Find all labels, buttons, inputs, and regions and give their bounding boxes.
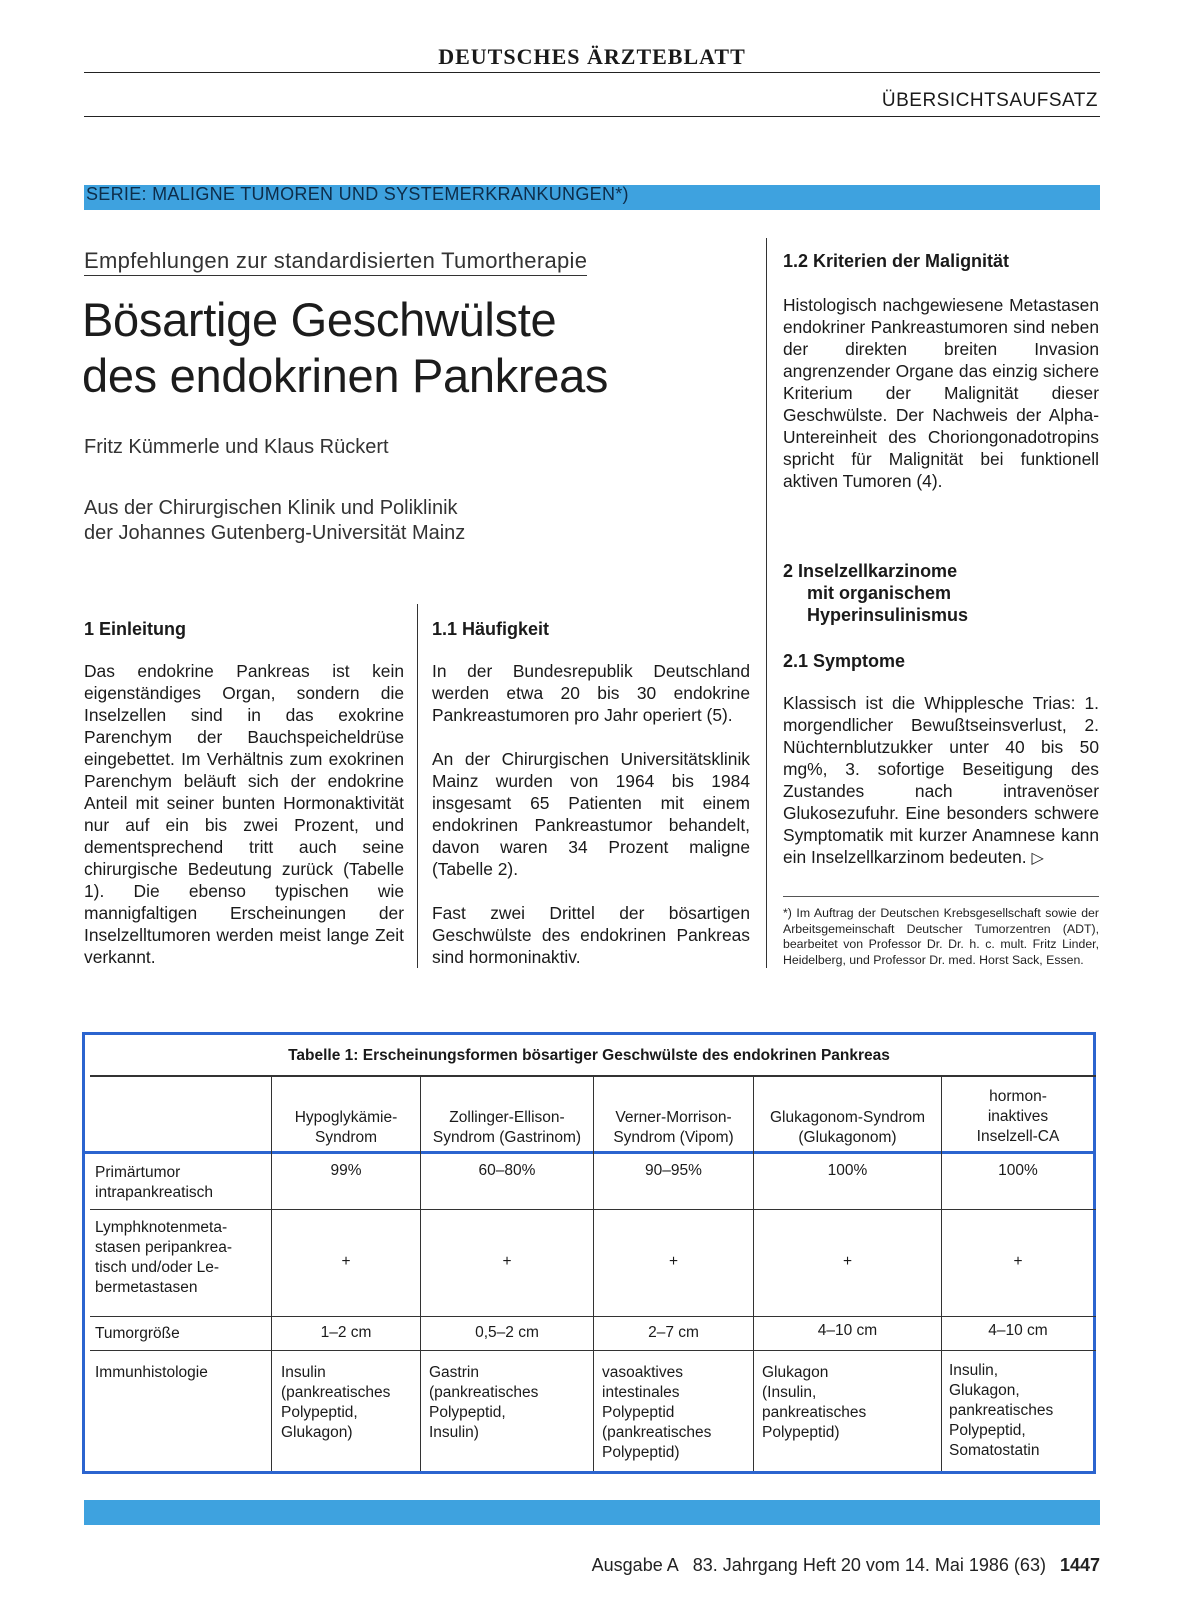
series-title: SERIE: MALIGNE TUMOREN UND SYSTEMERKRANKUNGEN*) (86, 184, 629, 204)
table-cell: 99% (330, 1162, 362, 1179)
paragraph-text: Klassisch ist die Whipplesche Trias: 1. morgendlicher Bewußtseinsverlust, 2. Nüchternblutzukker unter 40 bis 50 mg%, 3. sofortige Beseitigung des Zustandes nach intravenöser Glukosezufuhr. Eine besonders schwere Symptomatik mit kurzer Anamnese kann ein Inselzellkarzinom bedeuten. (783, 693, 1099, 867)
page-footer (592, 1555, 1100, 1576)
table-cell: 0,5–2 cm (475, 1324, 539, 1341)
page-number: 1447 (1059, 1555, 1100, 1575)
table-grid-line (90, 1316, 1096, 1317)
footnote-rule (783, 896, 1099, 897)
masthead-rule (84, 72, 1100, 73)
section-symptome (783, 650, 1099, 870)
paragraph: Das endokrine Pankreas ist kein eigenständiges Organ, sondern die Inselzellen sind in das exokrine Parenchym der Bauchspeicheldrüse eingebettet. Im Verhältnis zum exokrinen Parenchym beläuft sich der endokrine Anteil mit seiner bunten Hormonaktivität nur auf ein bis zwei Prozent, und dementsprechend tritt auch seine chirurgische Bedeutung zurück (Tabelle 1). Die ebenso typischen wie mannigfaltigen Erscheinungen der Inselzelltumoren werden meist lange Zeit verkannt. (84, 661, 404, 967)
heading-line: mit organischem (807, 583, 952, 603)
table-cell: Insulin, Glukagon, pankreatisches Polypeptid, Somatostatin (949, 1362, 1054, 1459)
table-cell: 4–10 cm (817, 1322, 878, 1339)
section-einleitung (84, 618, 404, 968)
table-row-label: Primärtumor intrapankreatisch (95, 1164, 214, 1201)
table-grid-line (90, 1209, 1096, 1210)
table-row-label: Lymphknotenmeta- stasen peripankrea- tisch und/oder Le- bermetastasen (95, 1219, 232, 1296)
article-affiliation (84, 496, 465, 546)
section-heading: 1 Einleitung (84, 619, 187, 639)
table-cell: 1–2 cm (320, 1324, 372, 1341)
table-cell: 60–80% (478, 1162, 536, 1179)
section-kriterien (783, 250, 1099, 492)
affiliation-line-1: Aus der Chirurgischen Klinik und Poliklinik (84, 497, 458, 519)
paragraph: Fast zwei Drittel der bösartigen Geschwülste des endokrinen Pankreas sind hormoninaktiv. (432, 903, 750, 967)
section-heading: 1.2 Kriterien der Malignität (783, 251, 1010, 271)
paragraph: Histologisch nachgewiesene Metastasen endokriner Pankreastumoren sind neben der direkten breiten Invasion angrenzender Organe das einzig sichere Kriterium der Malignität dieser Geschwülste. Der Nachweis der Alpha-Untereinheit des Choriongonadotropins spricht für Malignität bei funktionell aktiven Tumoren (4). (783, 295, 1099, 491)
paragraph (783, 692, 1099, 870)
table-cell: + (668, 1253, 679, 1270)
heading-line: 2 Inselzellkarzinome (783, 561, 958, 581)
table-column-header: Zollinger-Ellison- Syndrom (Gastrinom) (432, 1109, 582, 1146)
bottom-banner (84, 1500, 1100, 1525)
table-row-label: Immunhistologie (95, 1364, 208, 1381)
table-cell: + (1013, 1253, 1023, 1270)
table-column-header: Glukagonom-Syndrom (Glukagonom) (769, 1109, 926, 1146)
title-line-1: Bösartige Geschwülste (82, 293, 557, 346)
section-heading (783, 560, 1099, 626)
article-authors: Fritz Kümmerle und Klaus Rückert (84, 436, 389, 458)
column-divider-2 (766, 238, 767, 968)
masthead: DEUTSCHES ÄRZTEBLATT (438, 44, 746, 69)
continue-arrow-icon: ▷ (1031, 850, 1044, 867)
table-cell: vasoaktives intestinales Polypeptid (pankreatisches Polypeptid) (602, 1364, 712, 1461)
article-subtitle: Empfehlungen zur standardisierten Tumortherapie (84, 248, 587, 276)
table-column-header: Verner-Morrison- Syndrom (Vipom) (613, 1109, 734, 1146)
footnote (783, 906, 1099, 968)
table-title: Tabelle 1: Erscheinungsformen bösartiger Geschwülste des endokrinen Pankreas (288, 1047, 890, 1064)
table-row-label: Tumorgröße (95, 1325, 180, 1342)
paragraph: An der Chirurgischen Universitätsklinik Mainz wurden von 1964 bis 1984 insgesamt 65 Patienten mit einem endokrinen Pankreastumor behandelt, davon waren 34 Prozent maligne (Tabelle 2). (432, 749, 750, 879)
table-cell: 90–95% (645, 1162, 702, 1179)
table-cell: Glukagon (Insulin, pankreatisches Polypeptid) (762, 1364, 867, 1441)
footnote-text: *) Im Auftrag der Deutschen Krebsgesellschaft sowie der Arbeitsgemeinschaft Deutscher Tumorzentren (ADT), bearbeitet von Professor Dr. Dr. h. c. mult. Fritz Linder, Heidelberg, und Professor Dr. med. Horst Sack, Essen. (783, 906, 1099, 967)
affiliation-line-2: der Johannes Gutenberg-Universität Mainz (84, 522, 466, 544)
section-rule (84, 116, 1100, 117)
column-divider-1 (417, 604, 418, 968)
table-cell: 2–7 cm (648, 1324, 699, 1341)
article-title (82, 292, 608, 404)
section-heading: 1.1 Häufigkeit (432, 619, 550, 639)
table-cell: Insulin (pankreatisches Polypeptid, Glukagon) (281, 1364, 391, 1441)
table-grid-line (90, 1350, 1096, 1351)
table-cell: + (842, 1253, 853, 1270)
table-cell: + (341, 1253, 351, 1270)
table-cell: 4–10 cm (988, 1322, 1048, 1339)
table-column-header: Hypoglykämie- Syndrom (294, 1109, 398, 1146)
title-line-2: des endokrinen Pankreas (82, 349, 609, 402)
section-heading: 2.1 Symptome (783, 651, 906, 671)
table-column-header: hormon- inaktives Inselzell-CA (976, 1088, 1060, 1145)
heading-line: Hyperinsulinismus (807, 605, 969, 625)
paragraph: In der Bundesrepublik Deutschland werden etwa 20 bis 30 endokrine Pankreastumoren pro Jahr operiert (5). (432, 661, 750, 725)
issue-info: Ausgabe A 83. Jahrgang Heft 20 vom 14. Mai 1986 (63) (591, 1555, 1046, 1575)
table-header-rule (84, 1151, 1096, 1154)
table-cell: + (502, 1253, 512, 1270)
section-haeufigkeit (432, 618, 750, 968)
table-cell: Gastrin (pankreatisches Polypeptid, Insulin) (429, 1364, 539, 1441)
section-inselzellkarzinome (783, 560, 1099, 626)
table-cell: 100% (998, 1162, 1038, 1179)
section-label: ÜBERSICHTSAUFSATZ (881, 90, 1098, 111)
table-cell: 100% (827, 1162, 868, 1179)
